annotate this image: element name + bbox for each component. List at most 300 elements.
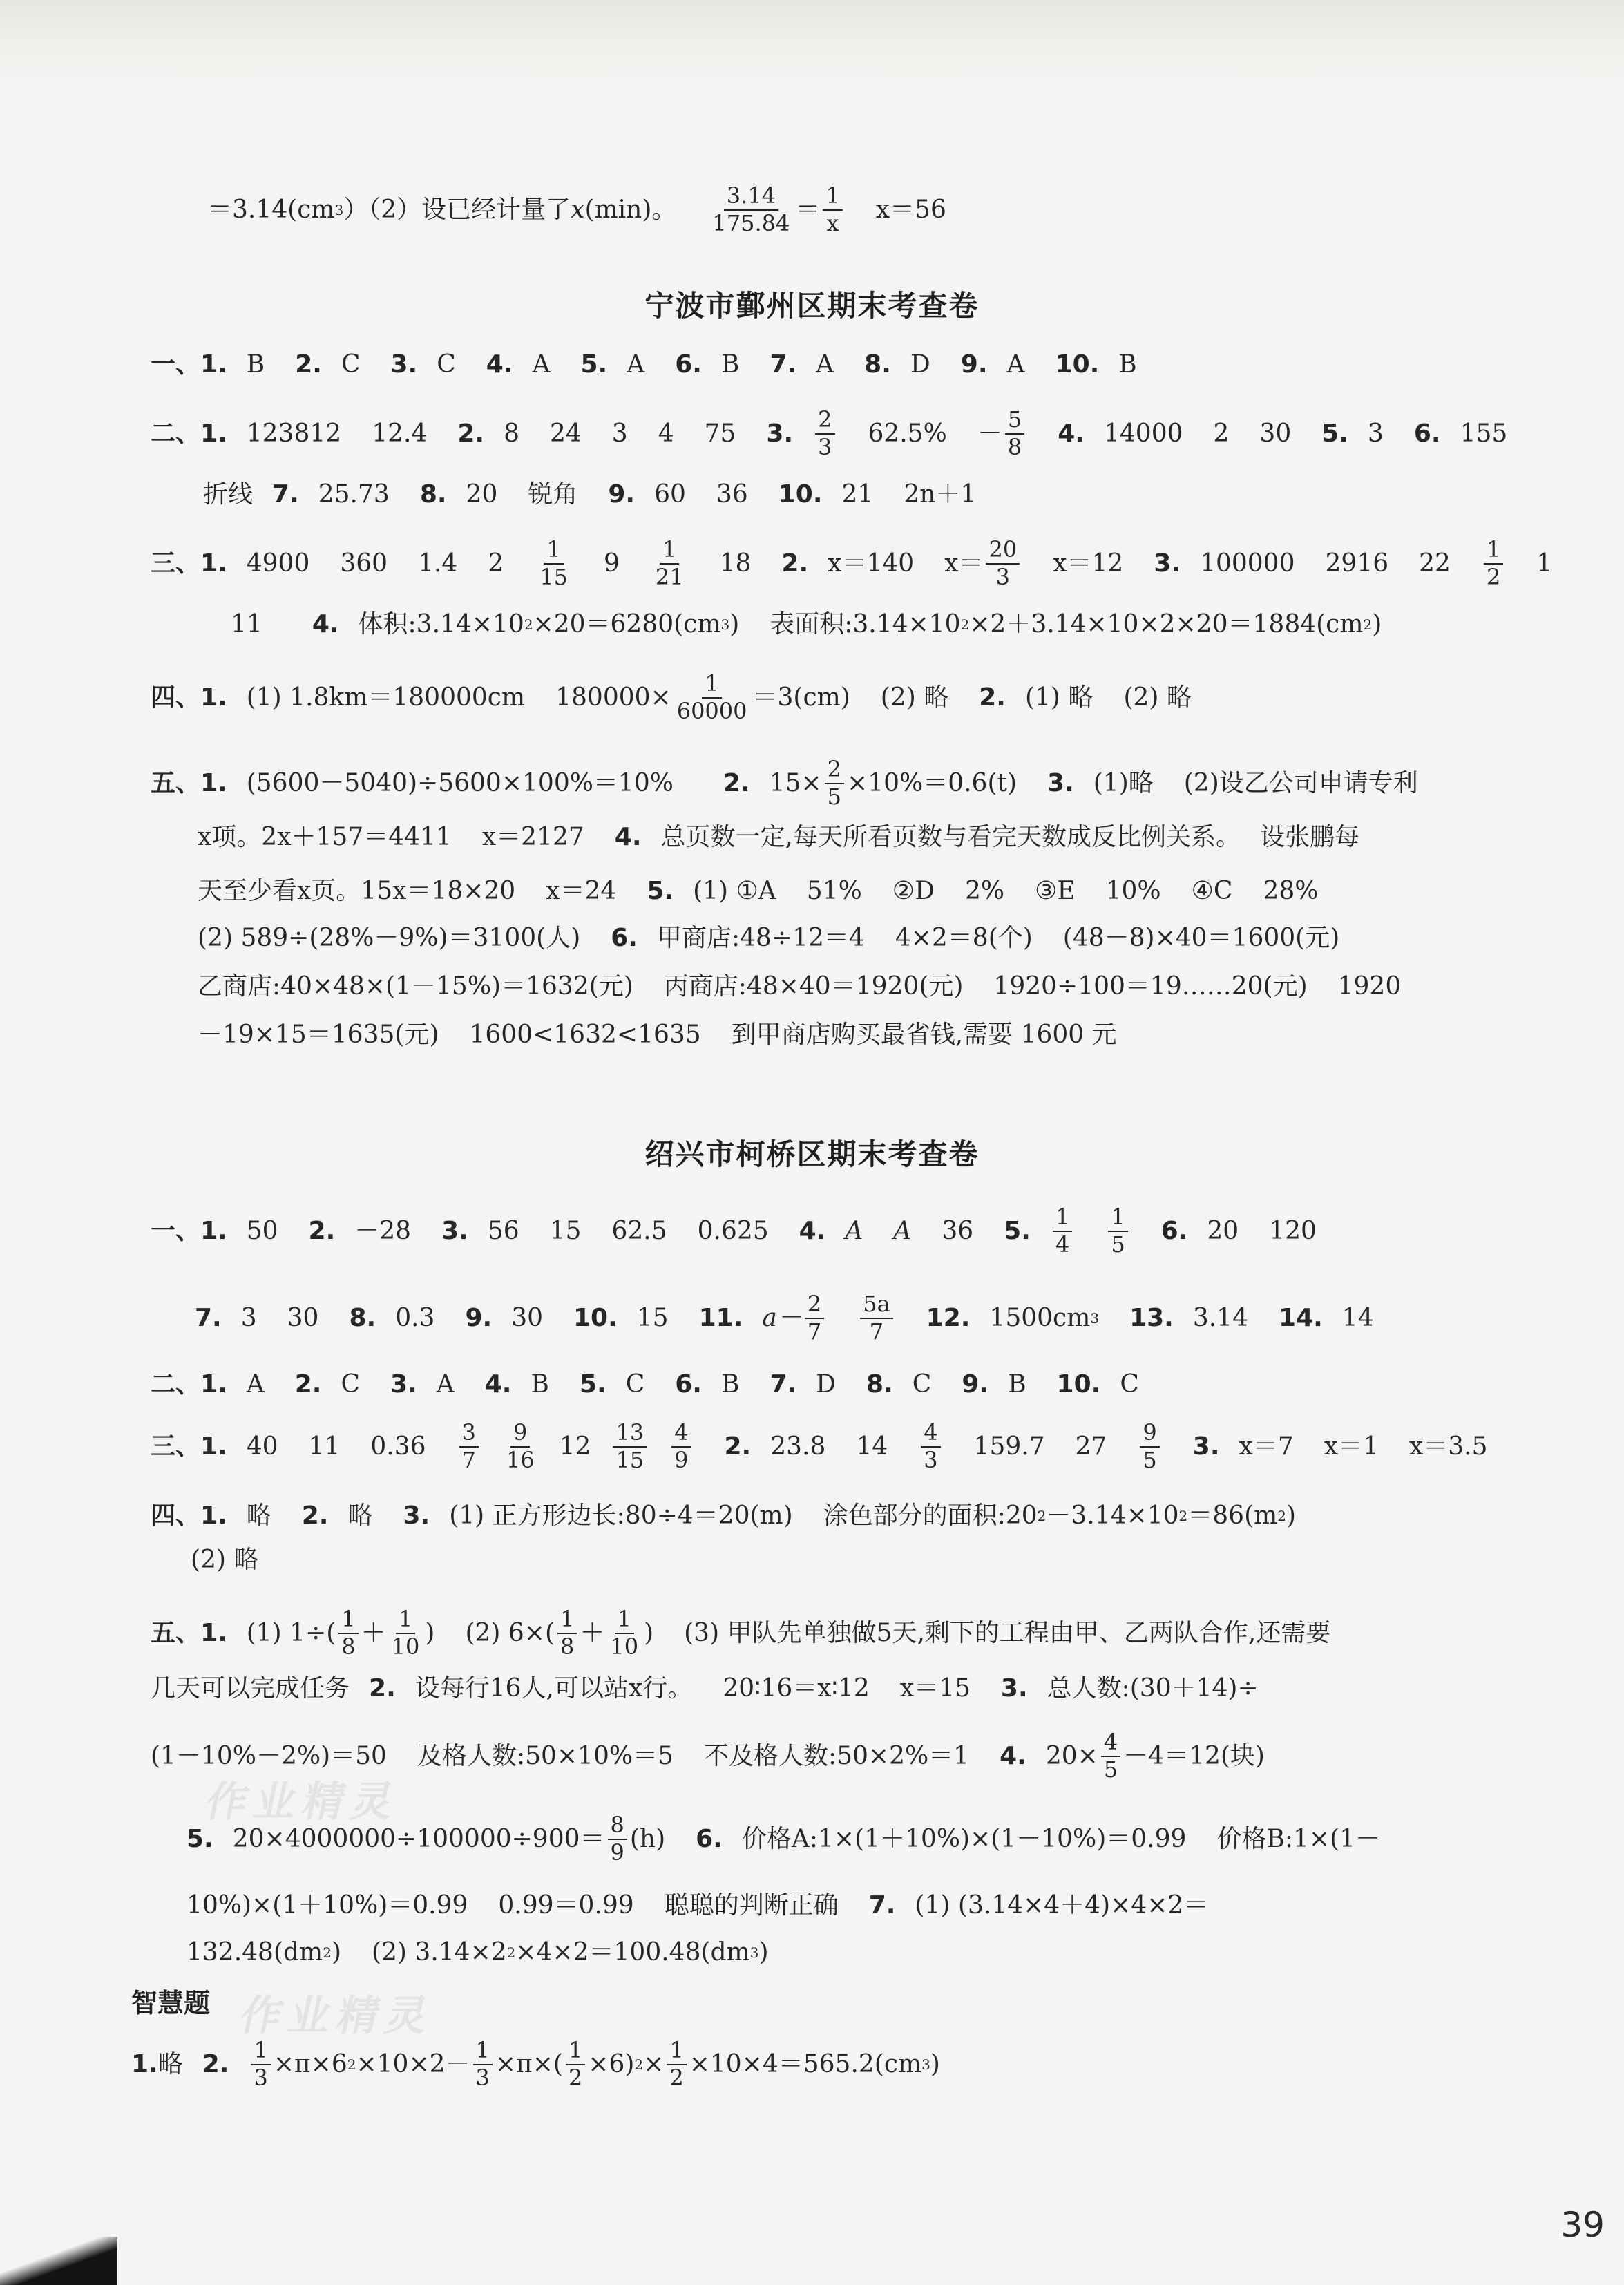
answer: (1－10%－2%)＝50 bbox=[151, 1742, 387, 1770]
question-number: 10. bbox=[778, 480, 823, 509]
answer: 14 bbox=[856, 1432, 888, 1461]
answer: 155 bbox=[1460, 419, 1508, 448]
fraction: 5 8 bbox=[1005, 408, 1024, 459]
answer: ×20＝6280(cm bbox=[533, 610, 721, 638]
fraction: 1 2 bbox=[1484, 538, 1503, 589]
answer-line-2 bbox=[151, 401, 1507, 467]
question-number: 9. bbox=[608, 480, 636, 509]
answer-line-17: 四、1. 略 2. 略 3. (1) 正方形边长:80÷4＝20(m) 涂色部分的面积:20 2 －3.14×10 2 ＝86(m 2 ) bbox=[151, 1501, 1297, 1530]
question-number: 11. bbox=[698, 1304, 743, 1332]
page-number: 39 bbox=[1560, 2205, 1605, 2245]
answer: A bbox=[532, 350, 551, 379]
question-number: 2. bbox=[369, 1674, 396, 1703]
answer: x项。2x＋157＝4411 bbox=[198, 823, 452, 851]
answer: 123812 bbox=[246, 419, 342, 448]
question-number: 13. bbox=[1129, 1304, 1174, 1332]
question-number: 4. bbox=[486, 350, 513, 379]
answer: A bbox=[246, 1370, 265, 1399]
answer: 100000 bbox=[1200, 549, 1295, 578]
answer: x＝7 bbox=[1239, 1432, 1294, 1461]
answer: (2) 3.14×2 bbox=[371, 1938, 507, 1966]
question-number: 4. bbox=[1000, 1742, 1026, 1770]
answer: 28% bbox=[1263, 877, 1319, 905]
answer: (1) 1.8km＝180000cm bbox=[246, 683, 526, 712]
question-number: 9. bbox=[465, 1304, 493, 1332]
answer: a－ bbox=[762, 1304, 802, 1332]
question-number: 3. bbox=[1192, 1432, 1220, 1461]
fraction: 8 9 bbox=[608, 1814, 627, 1864]
text: ) bbox=[331, 1938, 341, 1966]
text: (min)。 bbox=[584, 196, 677, 224]
answer: 20 bbox=[466, 480, 498, 509]
answer: (1) 1÷( bbox=[246, 1619, 336, 1647]
question-number: 2. bbox=[301, 1501, 329, 1530]
fraction: 20 3 bbox=[986, 538, 1020, 589]
answer: 15 bbox=[636, 1304, 669, 1332]
answer: (2) 589÷(28%－9%)＝3100(人) bbox=[198, 924, 581, 952]
answer: 36 bbox=[942, 1217, 974, 1245]
answer: 22 bbox=[1419, 549, 1451, 578]
answer: 2 bbox=[1213, 419, 1230, 448]
question-number: 3. bbox=[1154, 549, 1181, 578]
question-number: 5. bbox=[187, 1825, 213, 1853]
answer: 14000 bbox=[1103, 419, 1183, 448]
answer: 1920 bbox=[1337, 972, 1402, 1001]
answer: C bbox=[437, 350, 456, 379]
answer: A bbox=[845, 1217, 863, 1245]
answer: x＝140 bbox=[828, 549, 915, 578]
answer: 0.99＝0.99 bbox=[498, 1891, 634, 1919]
answer: 12.4 bbox=[372, 419, 428, 448]
text: ) bbox=[758, 1938, 769, 1966]
answer: ×10%＝0.6(t) bbox=[847, 769, 1018, 797]
answer: 11 bbox=[231, 610, 262, 638]
answer: 0.3 bbox=[395, 1304, 435, 1332]
answer: 4×2＝8(个) bbox=[895, 924, 1033, 952]
answer: 60 bbox=[654, 480, 686, 509]
question-label: 四、1. bbox=[151, 1501, 227, 1530]
question-number: 2. bbox=[457, 419, 485, 448]
question-number: 4. bbox=[1058, 419, 1085, 448]
question-number: 12. bbox=[926, 1304, 971, 1332]
answer: 3.14 bbox=[1192, 1304, 1249, 1332]
answer: (1) 正方形边长:80÷4＝20(m) bbox=[449, 1501, 793, 1530]
answer: (1) 略 bbox=[1024, 683, 1093, 712]
answer: 1.4 bbox=[418, 549, 458, 578]
answer: 20∶16＝x∶12 bbox=[723, 1674, 870, 1703]
question-number: 6. bbox=[1160, 1217, 1188, 1245]
answer: (1) ①A bbox=[693, 877, 776, 905]
answer: 4900 bbox=[246, 549, 310, 578]
answer: C bbox=[341, 1370, 361, 1399]
answer: 25.73 bbox=[318, 480, 390, 509]
fraction: 1 10 bbox=[610, 1606, 639, 1660]
answer: ＝86(m bbox=[1187, 1501, 1278, 1530]
answer: B bbox=[246, 350, 265, 379]
answer: 14 bbox=[1341, 1304, 1374, 1332]
answer: A bbox=[627, 350, 645, 379]
question-number: 2. bbox=[723, 769, 750, 797]
answer: 62.5 bbox=[611, 1217, 667, 1245]
answer: 涂色部分的面积:20 bbox=[823, 1501, 1038, 1530]
text: ) bbox=[1286, 1501, 1297, 1530]
answer: x＝ bbox=[944, 549, 984, 578]
answer-line-13 bbox=[151, 1198, 1317, 1264]
question-number: 6. bbox=[675, 1370, 702, 1399]
fraction: 4 9 bbox=[671, 1421, 691, 1472]
fraction: 1 4 bbox=[1053, 1206, 1072, 1256]
question-number: 2. bbox=[202, 2050, 229, 2078]
text: ) bbox=[644, 1619, 654, 1647]
fraction: $\frac{2}{5}$ bbox=[825, 758, 844, 808]
answer: 30 bbox=[1259, 419, 1292, 448]
answer: x＝12 bbox=[1053, 549, 1124, 578]
fraction: $\frac{1}{3}$ bbox=[251, 2039, 270, 2089]
answer: x＝1 bbox=[1324, 1432, 1379, 1461]
question-number: 7. bbox=[770, 1370, 797, 1399]
fraction: 1 8 bbox=[338, 1608, 358, 1658]
answer: (1)略 bbox=[1093, 769, 1154, 797]
question-number: 7. bbox=[868, 1891, 896, 1919]
answer-line-16 bbox=[151, 1414, 1488, 1480]
question-number: 4. bbox=[484, 1370, 512, 1399]
answer: －3.14×10 bbox=[1046, 1501, 1179, 1530]
answer: 到甲商店购买最省钱,需要 1600 元 bbox=[731, 1021, 1117, 1049]
answer: 价格A:1×(1＋10%)×(1－10%)＝0.99 bbox=[741, 1825, 1187, 1853]
answer: x＝15 bbox=[899, 1674, 971, 1703]
answer-line-12 bbox=[198, 1002, 1117, 1068]
question-number: 6. bbox=[611, 924, 638, 952]
answer: 40 bbox=[246, 1432, 278, 1461]
answer: 18 bbox=[719, 549, 752, 578]
answer: 11 bbox=[308, 1432, 341, 1461]
fraction: 13 15 bbox=[613, 1421, 647, 1472]
text: ＝3.14(cm bbox=[207, 196, 335, 224]
answer: 21 bbox=[841, 480, 874, 509]
answer: 24 bbox=[549, 419, 582, 448]
question-label: 一、1. bbox=[151, 1217, 227, 1245]
question-label: 一、1. bbox=[151, 350, 227, 379]
question-number: 10. bbox=[573, 1304, 618, 1332]
question-number: 8. bbox=[419, 480, 447, 509]
answer: 27 bbox=[1075, 1432, 1107, 1461]
section-title: 绍兴市柯桥区期末考查卷 bbox=[644, 1137, 980, 1171]
answer: ×10×4＝565.2(cm bbox=[689, 2050, 922, 2078]
answer: 132.48(dm bbox=[187, 1938, 323, 1966]
answer: －4＝12(块) bbox=[1123, 1742, 1265, 1770]
answer: (3) 甲队先单独做5天,剩下的工程由甲、乙两队合作,还需要 bbox=[684, 1619, 1331, 1647]
answer: 折线 bbox=[203, 480, 254, 509]
question-number: 7. bbox=[770, 350, 797, 379]
fraction: 1 x bbox=[823, 184, 842, 235]
answer: ③E bbox=[1035, 877, 1076, 905]
answer: (2)设乙公司申请专利 bbox=[1183, 769, 1418, 797]
answer: 不及格人数:50×2%＝1 bbox=[703, 1742, 970, 1770]
question-number: 1. bbox=[131, 2050, 158, 2078]
fraction: $\frac{1}{60000}$ bbox=[676, 670, 747, 724]
question-number: 8. bbox=[349, 1304, 376, 1332]
text: ) bbox=[930, 2050, 940, 2078]
fraction: 1 21 bbox=[655, 536, 684, 590]
top-line bbox=[207, 177, 946, 243]
fraction: 2 7 bbox=[805, 1293, 824, 1343]
question-number: 5. bbox=[1321, 419, 1348, 448]
answer: (2) 略 bbox=[1123, 683, 1192, 712]
answer: x＝3.5 bbox=[1408, 1432, 1488, 1461]
answer: 略 bbox=[246, 1501, 271, 1530]
answer: 锐角 bbox=[528, 480, 578, 509]
answer: 天至少看x页。15x＝18×20 bbox=[198, 877, 516, 905]
answer: A bbox=[816, 350, 834, 379]
answer: (2) 略 bbox=[880, 683, 949, 712]
answer: 甲商店:48÷12＝4 bbox=[656, 924, 865, 952]
answer: A bbox=[893, 1217, 912, 1245]
answer: 23.8 bbox=[770, 1432, 826, 1461]
answer: 2916 bbox=[1325, 549, 1389, 578]
answer: 20×4000000÷100000÷900＝ bbox=[232, 1825, 605, 1853]
answer: 159.7 bbox=[973, 1432, 1045, 1461]
answer: 12 bbox=[559, 1432, 591, 1461]
fraction: 1 10 bbox=[391, 1606, 420, 1660]
answer: C bbox=[341, 350, 361, 379]
superscript: 3 bbox=[334, 202, 344, 218]
question-number: 2. bbox=[295, 350, 322, 379]
answer: A bbox=[436, 1370, 455, 1399]
text: ) bbox=[729, 610, 740, 638]
fraction: $\frac{1}{3}$ bbox=[473, 2039, 493, 2089]
fraction: 1 5 bbox=[1108, 1206, 1127, 1256]
answer: 略 bbox=[347, 1501, 373, 1530]
question-number: 2. bbox=[781, 549, 809, 578]
question-label: 四、1. bbox=[151, 683, 227, 712]
answer: (h) bbox=[629, 1825, 666, 1853]
answer: 表面积:3.14×10 bbox=[770, 610, 961, 638]
fraction: 5a 7 bbox=[860, 1293, 892, 1343]
answer: 体积:3.14×10 bbox=[358, 610, 524, 638]
question-number: 9. bbox=[962, 1370, 989, 1399]
fraction: 1 8 bbox=[557, 1608, 577, 1658]
fraction: $\frac{4}{5}$ bbox=[1101, 1731, 1120, 1781]
answer: 120 bbox=[1269, 1217, 1317, 1245]
question-number: 3. bbox=[390, 350, 418, 379]
question-number: 2. bbox=[724, 1432, 752, 1461]
question-label: 二、1. bbox=[151, 1370, 227, 1399]
answer: 3 bbox=[611, 419, 628, 448]
answer: D bbox=[816, 1370, 837, 1399]
text: ）（2）设已经计量了 bbox=[343, 196, 571, 224]
answer: 1920÷100＝19……20(元) bbox=[993, 972, 1308, 1001]
answer: 8 bbox=[504, 419, 519, 448]
answer: ＝3(cm) bbox=[752, 683, 850, 712]
answer: x＝24 bbox=[546, 877, 617, 905]
answer-line-14: 7. 3 30 8. 0.3 9. 30 10. 15 11. a－ 2 7 5a 7 12. 1500cm 3 13. 3.14 14. 14 bbox=[195, 1291, 1374, 1345]
answer: ×π×6 bbox=[273, 2050, 347, 2078]
answer: ×2＋3.14×10×2×20＝1884(cm bbox=[969, 610, 1364, 638]
answer: B bbox=[720, 1370, 740, 1399]
answer: －28 bbox=[354, 1217, 412, 1245]
answer: 30 bbox=[511, 1304, 543, 1332]
answer: (5600－5040)÷5600×100%＝10% bbox=[246, 769, 674, 797]
answer: 几天可以完成任务 bbox=[151, 1674, 350, 1703]
fraction: 4 3 bbox=[921, 1421, 940, 1472]
answer: 总人数:(30＋14)÷ bbox=[1047, 1674, 1259, 1703]
question-number: 3. bbox=[1047, 769, 1074, 797]
text: － bbox=[977, 419, 1002, 448]
text: x＝56 bbox=[875, 196, 946, 224]
answer-line-18 bbox=[191, 1527, 258, 1593]
answer: ④C bbox=[1191, 877, 1233, 905]
answer-line-24: 132.48(dm 2 ) (2) 3.14×2 2 ×4×2＝100.48(dm 3 ) bbox=[187, 1938, 769, 1966]
answer: ×6) bbox=[588, 2050, 635, 2078]
question-number: 14. bbox=[1279, 1304, 1323, 1332]
text: ＋ bbox=[580, 1619, 605, 1647]
fraction: 3.14 175.84 bbox=[712, 182, 790, 236]
question-number: 2. bbox=[294, 1370, 322, 1399]
answer-line-1 bbox=[151, 332, 1137, 398]
question-number: 2. bbox=[979, 683, 1006, 712]
text: ＝ bbox=[795, 196, 821, 224]
answer: 1 bbox=[1536, 549, 1553, 578]
answer: 9 bbox=[603, 549, 620, 578]
question-number: 8. bbox=[866, 1370, 893, 1399]
answer: 30 bbox=[287, 1304, 319, 1332]
answer: C bbox=[1120, 1370, 1139, 1399]
question-number: 2. bbox=[308, 1217, 336, 1245]
answer: A bbox=[1006, 350, 1025, 379]
question-number: 3. bbox=[766, 419, 794, 448]
answer: 总页数一定,每天所看页数与看完天数成反比例关系。 bbox=[660, 823, 1241, 851]
question-number: 9. bbox=[960, 350, 988, 379]
answer: B bbox=[1118, 350, 1137, 379]
fraction: 3 7 bbox=[459, 1421, 479, 1472]
watermark: 作业精灵 bbox=[236, 1992, 440, 2040]
question-number: 10. bbox=[1055, 350, 1100, 379]
fraction: 9 5 bbox=[1140, 1421, 1159, 1472]
answer: 180000× bbox=[555, 683, 671, 712]
question-number: 5. bbox=[647, 877, 674, 905]
answer: 50 bbox=[246, 1217, 278, 1245]
answer: 4 bbox=[658, 419, 674, 448]
answer: 乙商店:40×48×(1－15%)＝1632(元) bbox=[198, 972, 633, 1001]
scan-corner-shadow bbox=[0, 2237, 117, 2285]
answer: ×π×( bbox=[495, 2050, 563, 2078]
fraction: 1 15 bbox=[539, 536, 568, 590]
answer-line-5: 11 4. 体积:3.14×10 2 ×20＝6280(cm 3 ) 表面积:3.14×10 2 ×2＋3.14×10×2×20＝1884(cm 2 ) bbox=[231, 610, 1382, 638]
answer: (48－8)×40＝1600(元) bbox=[1062, 924, 1340, 952]
question-number: 4. bbox=[614, 823, 642, 851]
answer: D bbox=[910, 350, 930, 379]
answer: C bbox=[625, 1370, 645, 1399]
variable: x bbox=[571, 196, 585, 224]
answer: 20× bbox=[1045, 1742, 1098, 1770]
fraction: 9 16 bbox=[506, 1419, 535, 1473]
answer: B bbox=[531, 1370, 549, 1399]
text: ) bbox=[1372, 610, 1382, 638]
text: ) bbox=[425, 1619, 435, 1647]
answer-line-6 bbox=[151, 665, 1192, 731]
answer: 10%)×(1＋10%)＝0.99 bbox=[187, 1891, 468, 1919]
answer: 36 bbox=[716, 480, 748, 509]
text: ＋ bbox=[361, 1619, 386, 1647]
answer: 3 bbox=[1367, 419, 1384, 448]
fraction: $\frac{1}{2}$ bbox=[667, 2039, 686, 2089]
question-label: 二、1. bbox=[151, 419, 227, 448]
section-title: 宁波市鄞州区期末考查卷 bbox=[644, 289, 980, 323]
question-number: 4. bbox=[312, 610, 339, 638]
answer: 360 bbox=[340, 549, 388, 578]
answer: 设每行16人,可以站x行。 bbox=[414, 1674, 693, 1703]
question-number: 7. bbox=[272, 480, 299, 509]
answer: (2) 6×( bbox=[465, 1619, 555, 1647]
answer: 75 bbox=[704, 419, 736, 448]
question-label: 三、1. bbox=[151, 1432, 227, 1461]
question-number: 7. bbox=[195, 1304, 222, 1332]
answer: 丙商店:48×40＝1920(元) bbox=[663, 972, 964, 1001]
answer: (1) (3.14×4＋4)×4×2＝ bbox=[915, 1891, 1209, 1919]
question-number: 10. bbox=[1056, 1370, 1101, 1399]
answer: B bbox=[720, 350, 740, 379]
answer: －19×15＝1635(元) bbox=[198, 1021, 439, 1049]
answer-line-15 bbox=[151, 1352, 1139, 1418]
answer: 62.5% bbox=[868, 419, 947, 448]
question-number: 5. bbox=[1004, 1217, 1031, 1245]
answer: (2) 略 bbox=[191, 1546, 259, 1574]
question-number: 5. bbox=[580, 350, 608, 379]
answer: 56 bbox=[487, 1217, 519, 1245]
answer-line-4 bbox=[151, 531, 1552, 597]
answer-line-3 bbox=[203, 462, 976, 528]
answer: 2 bbox=[488, 549, 504, 578]
question-number: 3. bbox=[1000, 1674, 1028, 1703]
question-number: 6. bbox=[696, 1825, 723, 1853]
answer-line-25: 1. 略 2. $\frac{1}{3}$ ×π×6 2 ×10×2－ $\frac{1}{3}$ ×π×( $\frac{1}{2}$ ×6) 2 × $\frac{1}{2}$ ×10×4＝565.2(cm 3 ) bbox=[131, 2037, 940, 2091]
scan-shadow bbox=[0, 0, 1624, 90]
question-number: 3. bbox=[390, 1370, 417, 1399]
answer: 51% bbox=[806, 877, 862, 905]
answer: B bbox=[1008, 1370, 1026, 1399]
question-label: 三、1. bbox=[151, 549, 227, 578]
answer: 10% bbox=[1105, 877, 1161, 905]
answer: 15× bbox=[769, 769, 822, 797]
answer: 设张鹏每 bbox=[1259, 823, 1359, 851]
question-label: 五、1. bbox=[151, 769, 227, 797]
answer: 20 bbox=[1207, 1217, 1239, 1245]
question-number: 6. bbox=[1413, 419, 1441, 448]
answer: x＝2127 bbox=[481, 823, 584, 851]
answer: 15 bbox=[549, 1217, 582, 1245]
answer: 及格人数:50×10%＝5 bbox=[417, 1742, 674, 1770]
answer: ×10×2－ bbox=[356, 2050, 470, 2078]
answer: 0.625 bbox=[697, 1217, 769, 1245]
fraction: 2 3 bbox=[815, 408, 834, 459]
question-number: 3. bbox=[441, 1217, 468, 1245]
answer: 3 bbox=[240, 1304, 257, 1332]
answer: 2n＋1 bbox=[904, 480, 977, 509]
answer: × bbox=[643, 2050, 665, 2078]
answer: 0.36 bbox=[370, 1432, 426, 1461]
question-label: 五、1. bbox=[151, 1619, 227, 1647]
question-number: 5. bbox=[579, 1370, 606, 1399]
answer: 价格B:1×(1－ bbox=[1216, 1825, 1381, 1853]
answer: 1600<1632<1635 bbox=[469, 1021, 701, 1049]
answer: C bbox=[912, 1370, 932, 1399]
question-number: 8. bbox=[864, 350, 891, 379]
question-number: 4. bbox=[799, 1217, 826, 1245]
answer: 聪聪的判断正确 bbox=[664, 1891, 839, 1919]
answer-line-20 bbox=[151, 1656, 1259, 1722]
answer: ×4×2＝100.48(dm bbox=[515, 1938, 750, 1966]
watermark: 作业精灵 bbox=[201, 1778, 405, 1826]
